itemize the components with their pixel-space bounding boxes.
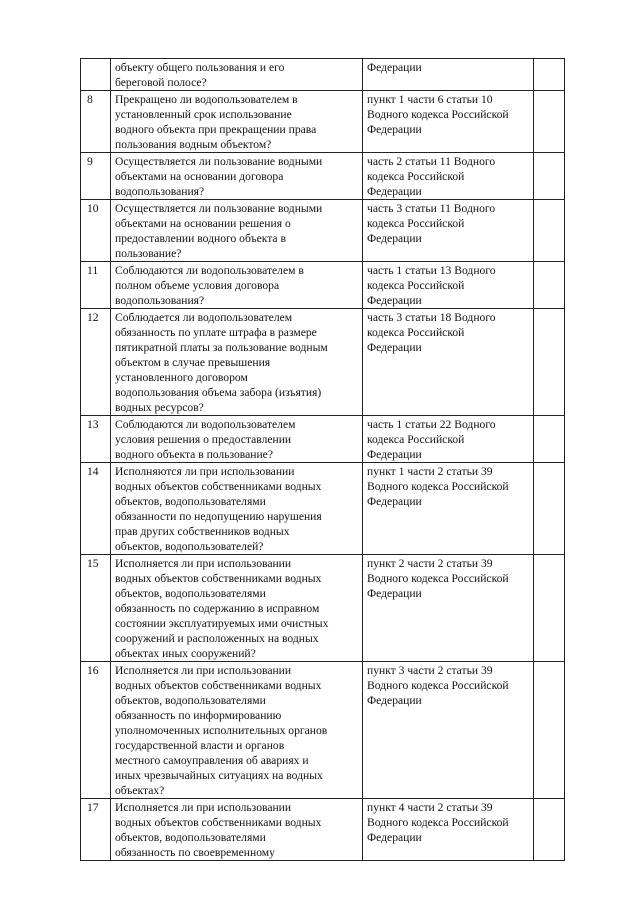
row-number-cell (81, 799, 111, 861)
question-cell (111, 153, 363, 200)
question-cell (111, 200, 363, 262)
row-number-cell-text: 9 (87, 155, 93, 168)
question-cell (111, 555, 363, 662)
table-row (81, 200, 565, 262)
note-cell (534, 153, 565, 200)
row-number-cell (81, 200, 111, 262)
table-row (81, 799, 565, 861)
row-number-cell-text: 11 (87, 264, 99, 277)
question-cell (111, 662, 363, 799)
question-cell (111, 309, 363, 416)
row-number-cell (81, 309, 111, 416)
table-row (81, 463, 565, 555)
row-number-cell (81, 153, 111, 200)
table-row (81, 416, 565, 463)
note-cell (534, 416, 565, 463)
row-number-cell-text: 10 (87, 202, 99, 215)
checklist-table-body (81, 59, 565, 861)
table-row (81, 153, 565, 200)
row-number-cell-text: 13 (87, 418, 99, 431)
table-row (81, 262, 565, 309)
question-cell-text: Исполняется ли при использовании водных объектов собственниками водных объектов, водопользователями обязанность по информированию уполномоченных исполнительных органов государственной власти и органов местного самоуправления об авариях и иных чрезвычайных ситуациях на водных объектах? (115, 664, 328, 797)
row-number-cell-text: 15 (87, 557, 99, 570)
legal-reference-cell (363, 416, 534, 463)
legal-reference-cell-text: часть 1 статьи 13 Водного кодекса Российской Федерации (367, 264, 496, 307)
checklist-table (80, 58, 565, 861)
legal-reference-cell (363, 153, 534, 200)
question-cell (111, 463, 363, 555)
row-number-cell-text: 16 (87, 664, 99, 677)
legal-reference-cell-text: пункт 4 части 2 статьи 39 Водного кодекса Российской Федерации (367, 801, 509, 844)
question-cell-text: Соблюдаются ли водопользователем условия решения о предоставлении водного объекта в пользование? (115, 418, 296, 461)
legal-reference-cell (363, 799, 534, 861)
legal-reference-cell (363, 59, 534, 91)
legal-reference-cell-text: часть 1 статьи 22 Водного кодекса Российской Федерации (367, 418, 496, 461)
row-number-cell-text: 17 (87, 801, 99, 814)
question-cell (111, 91, 363, 153)
question-cell-text: объекту общего пользования и его береговой полосе? (115, 61, 285, 89)
note-cell (534, 309, 565, 416)
legal-reference-cell-text: Федерации (367, 61, 422, 74)
legal-reference-cell (363, 262, 534, 309)
question-cell-text: Осуществляется ли пользование водными объектами на основании решения о предоставлении водного объекта в пользование? (115, 202, 323, 260)
table-row (81, 91, 565, 153)
row-number-cell (81, 662, 111, 799)
note-cell (534, 799, 565, 861)
row-number-cell-text: 8 (87, 93, 93, 106)
question-cell (111, 416, 363, 463)
legal-reference-cell-text: пункт 1 части 6 статьи 10 Водного кодекса Российской Федерации (367, 93, 509, 136)
legal-reference-cell-text: часть 3 статьи 11 Водного кодекса Российской Федерации (367, 202, 496, 245)
row-number-cell (81, 555, 111, 662)
note-cell (534, 463, 565, 555)
question-cell-text: Соблюдаются ли водопользователем в полном объеме условия договора водопользования? (115, 264, 304, 307)
legal-reference-cell (363, 662, 534, 799)
legal-reference-cell (363, 200, 534, 262)
row-number-cell (81, 262, 111, 309)
row-number-cell (81, 463, 111, 555)
question-cell-text: Исполняется ли при использовании водных объектов собственниками водных объектов, водопользователями обязанность по своевременному (115, 801, 322, 859)
table-row (81, 662, 565, 799)
legal-reference-cell-text: пункт 2 части 2 статьи 39 Водного кодекса Российской Федерации (367, 557, 509, 600)
question-cell (111, 799, 363, 861)
note-cell (534, 59, 565, 91)
question-cell-text: Соблюдается ли водопользователем обязанность по уплате штрафа в размере пятикратной платы за пользование водным объектом в случае превышения установленного договором водопользования объема забора (изъятия) водных ресурсов? (115, 311, 328, 414)
document-page (80, 58, 564, 861)
note-cell (534, 555, 565, 662)
legal-reference-cell-text: пункт 1 части 2 статьи 39 Водного кодекса Российской Федерации (367, 465, 509, 508)
note-cell (534, 262, 565, 309)
table-row (81, 59, 565, 91)
note-cell (534, 200, 565, 262)
row-number-cell (81, 416, 111, 463)
row-number-cell-text: 14 (87, 465, 99, 478)
table-row (81, 555, 565, 662)
row-number-cell (81, 91, 111, 153)
legal-reference-cell-text: пункт 3 части 2 статьи 39 Водного кодекса Российской Федерации (367, 664, 509, 707)
question-cell (111, 262, 363, 309)
row-number-cell (81, 59, 111, 91)
row-number-cell-text: 12 (87, 311, 99, 324)
legal-reference-cell (363, 555, 534, 662)
note-cell (534, 662, 565, 799)
question-cell (111, 59, 363, 91)
legal-reference-cell (363, 309, 534, 416)
legal-reference-cell (363, 91, 534, 153)
question-cell-text: Осуществляется ли пользование водными объектами на основании договора водопользования? (115, 155, 323, 198)
question-cell-text: Прекращено ли водопользователем в установленный срок использование водного объекта при прекращении права пользования водным объектом? (115, 93, 317, 151)
question-cell-text: Исполняется ли при использовании водных объектов собственниками водных объектов, водопользователями обязанность по содержанию в исправном состоянии эксплуатируемых ими очистных сооружений и расположенных на водных объектах иных сооружений? (115, 557, 329, 660)
table-row (81, 309, 565, 416)
legal-reference-cell (363, 463, 534, 555)
question-cell-text: Исполняются ли при использовании водных объектов собственниками водных объектов, водопользователями обязанности по недопущению нарушения прав других собственников водных объектов, водопользователей? (115, 465, 322, 553)
legal-reference-cell-text: часть 3 статьи 18 Водного кодекса Российской Федерации (367, 311, 496, 354)
legal-reference-cell-text: часть 2 статьи 11 Водного кодекса Российской Федерации (367, 155, 496, 198)
note-cell (534, 91, 565, 153)
